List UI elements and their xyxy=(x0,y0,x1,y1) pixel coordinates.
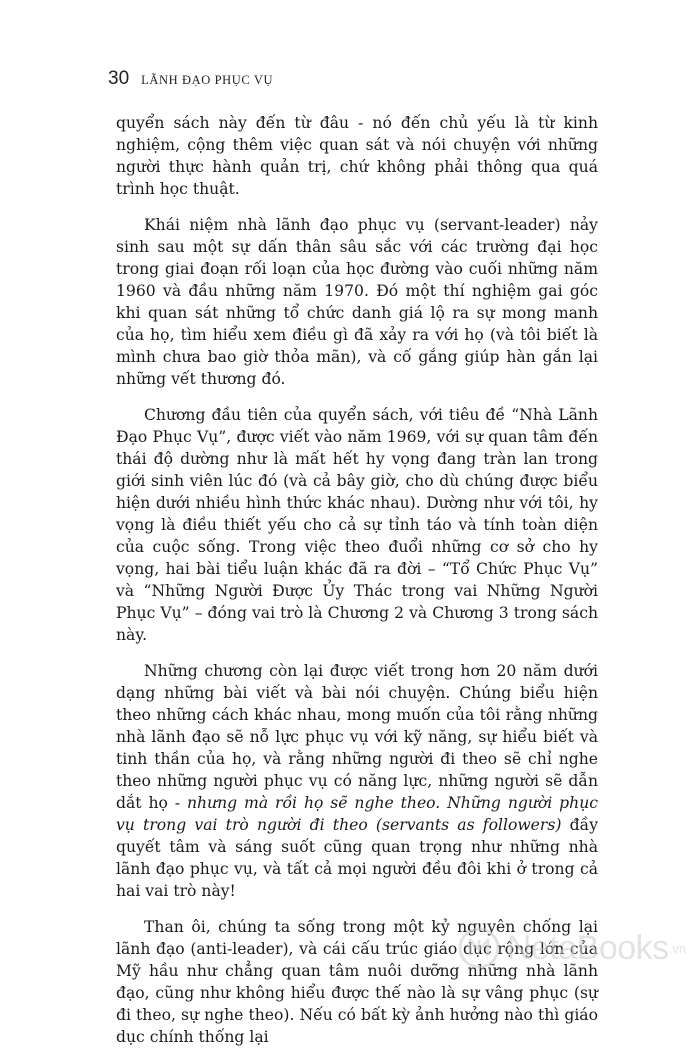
page-header xyxy=(108,68,273,90)
page-number: 30 xyxy=(108,68,130,89)
text-run: Than ôi, chúng ta sống trong một kỷ nguyên chống lại lãnh đạo (anti-leader), và cái cấu trúc giáo dục rộng lớn của Mỹ hầu như chẳng quan tâm nuôi dưỡng những nhà lãnh đạo, cũng như không hiểu được thế nào là sự vâng phục (sự đi theo, sự nghe theo). Nếu có bất kỳ ảnh hưởng nào thì giáo dục chính thống lại xyxy=(116,918,598,1046)
paragraph xyxy=(116,112,598,200)
text-run: quyển sách này đến từ đâu - nó đến chủ yếu là từ kinh nghiệm, cộng thêm việc quan sát và nói chuyện với những người thực hành quản trị, chứ không phải thông qua quá trình học thuật. xyxy=(116,114,598,198)
watermark-brand: NetaBooks xyxy=(506,928,669,967)
paragraph xyxy=(116,404,598,646)
paragraph xyxy=(116,214,598,390)
text-run: Chương đầu tiên của quyển sách, với tiêu đề “Nhà Lãnh Đạo Phục Vụ”, được viết vào năm 1969, với sự quan tâm đến thái độ dường như là mất hết hy vọng đang tràn lan trong giới sinh viên lúc đó (và cả bây giờ, cho dù chúng được biểu hiện dưới nhiều hình thức khác nhau). Dường như với tôi, hy vọng là điều thiết yếu cho cả sự tỉnh táo và tính toàn diện của cuộc sống. Trong việc theo đuổi những cơ sở cho hy vọng, hai bài tiểu luận khác đã ra đời – “Tổ Chức Phục Vụ” và “Những Người Được Ủy Thác trong vai Những Người Phục Vụ” – đóng vai trò là Chương 2 và Chương 3 trong sách này. xyxy=(116,406,598,644)
text-run: Khái niệm nhà lãnh đạo phục vụ (servant-leader) nảy sinh sau một sự dấn thân sâu sắc với các trường đại học trong giai đoạn rối loạn của học đường vào cuối những năm 1960 và đầu những năm 1970. Đó một thí nghiệm gai góc khi quan sát những tổ chức danh giá lộ ra sự mong manh của họ, tìm hiểu xem điều gì đã xảy ra với họ (và tôi biết là mình chưa bao giờ thỏa mãn), và cố gắng giúp hàn gắn lại những vết thương đó. xyxy=(116,216,598,388)
watermark-suffix: .vn xyxy=(668,940,686,956)
italic-text-run: nhưng mà rồi họ sẽ nghe theo. Những người phục vụ trong vai trò người đi theo (servants as followers) xyxy=(116,794,598,834)
body-text xyxy=(116,112,598,1062)
running-title: LÃNH ĐẠO PHỤC VỤ xyxy=(141,73,274,87)
book-logo-icon xyxy=(457,926,501,970)
paragraph xyxy=(116,660,598,902)
text-run: đầy quyết tâm và sáng suốt cũng quan trọng như những nhà lãnh đạo phục vụ, và tất cả mọi người đều đôi khi ở trong cả hai vai trò này! xyxy=(116,816,598,900)
text-run: Những chương còn lại được viết trong hơn 20 năm dưới dạng những bài viết và bài nói chuyện. Chúng biểu hiện theo những cách khác nhau, mong muốn của tôi rằng những nhà lãnh đạo sẽ nỗ lực phục vụ với kỹ năng, sự hiểu biết và tinh thần của họ, và rằng những người đi theo sẽ chỉ nghe theo những người phục vụ có năng lực, những người sẽ dẫn dắt họ - xyxy=(116,662,598,812)
watermark xyxy=(457,926,686,970)
